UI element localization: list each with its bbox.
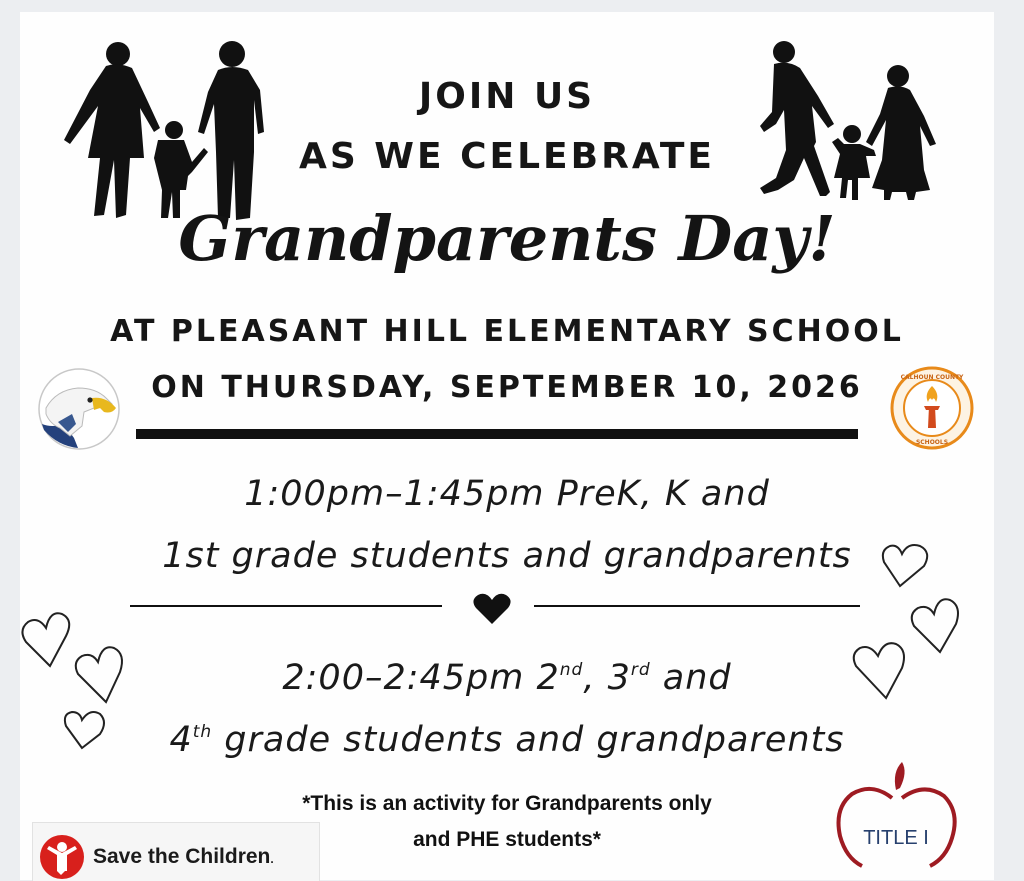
save-the-children-mark: . (270, 852, 274, 866)
outline-hearts-right-icon (850, 538, 980, 708)
heart-icon (472, 592, 512, 626)
session2-rest: grade students and grandparents (212, 720, 845, 760)
flyer (20, 12, 994, 880)
seal-top-text: CALHOUN COUNTY (900, 374, 964, 381)
divider-thick (136, 429, 858, 439)
event-title: Grandparents Day! (178, 202, 836, 275)
session2-sup-rd: rd (630, 660, 651, 680)
session2-and: and (650, 658, 732, 698)
save-the-children-icon (39, 831, 85, 881)
session2-sup-th: th (192, 722, 213, 742)
title-one-apple-icon (832, 758, 962, 870)
session2-four: 4 (169, 720, 193, 760)
session2-time: 2:00–2:45pm 2 (282, 658, 560, 698)
divider-thin-right (534, 605, 860, 607)
session1-line1: 1:00pm–1:45pm PreK, K and (244, 474, 770, 514)
event-date: ON THURSDAY, SEPTEMBER 10, 2026 (151, 370, 863, 405)
session2-line2 (20, 720, 994, 760)
celebrate-heading: AS WE CELEBRATE (298, 136, 716, 177)
school-location: AT PLEASANT HILL ELEMENTARY SCHOOL (110, 314, 904, 349)
calhoun-county-seal-icon (890, 366, 974, 450)
activity-note-line2: and PHE students* (413, 828, 601, 851)
session1-line2: 1st grade students and grandparents (162, 536, 852, 576)
save-the-children-text (93, 845, 274, 869)
divider-thin-left (130, 605, 442, 607)
session2-line1 (20, 658, 994, 698)
outline-hearts-left-icon (20, 600, 140, 760)
seal-bottom-text: SCHOOLS (915, 439, 949, 446)
session2-sup-nd: nd (559, 660, 584, 680)
join-us-heading: JOIN US (418, 76, 596, 117)
title-one-text: TITLE I (863, 827, 929, 849)
save-the-children-logo (32, 822, 320, 881)
family-silhouette-right-icon (754, 40, 944, 210)
activity-note-line1: *This is an activity for Grandparents only (302, 792, 712, 815)
family-silhouette-left-icon (60, 40, 270, 222)
session2-comma: , 3 (583, 658, 631, 698)
save-the-children-label: Save the Children (93, 845, 271, 868)
